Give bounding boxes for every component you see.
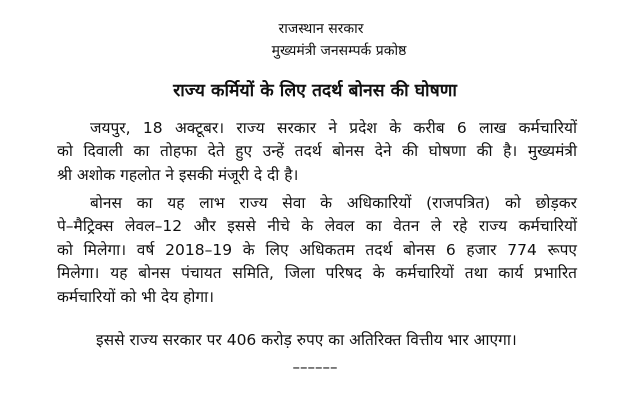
body-line: श्री अशोक गहलोत ने इसकी मंजूरी दे दी है। <box>57 166 299 184</box>
body-line: बोनस का यह लाभ राज्य सेवा के अधिकारियों (राजपत्रित) को छोड़कर <box>90 194 577 212</box>
office-name: मुख्यमंत्री जनसम्पर्क प्रकोष्ठ <box>271 43 407 59</box>
body-line: जयपुर, 18 अक्टूबर। राज्य सरकार ने प्रदेश के करीब 6 लाख कर्मचारियों <box>90 119 577 137</box>
body-line: को दिवाली का तोहफा देते हुए उन्हें तदर्थ बोनस देने की घोषणा की है। मुख्यमंत्री <box>57 142 577 160</box>
body-line: पे–मैट्रिक्स लेवल–12 और इससे नीचे के लेवल का वेतन ले रहे राज्य कर्मचारियों <box>57 217 577 235</box>
body-line: मिलेगा। यह बोनस पंचायत समिति, जिला परिषद के कर्मचारियों तथा कार्य प्रभारित <box>57 264 577 282</box>
department-name: राजस्थान सरकार <box>278 21 364 37</box>
body-line: को मिलेगा। वर्ष 2018–19 के लिए अधिकतम तदर्थ बोनस 6 हजार 774 रूपए <box>57 241 577 259</box>
body-line: इससे राज्य सरकार पर 406 करोड़ रुपए का अतिरिक्त वित्तीय भार आएगा। <box>96 331 517 349</box>
page-title: राज्य कर्मियों के लिए तदर्थ बोनस की घोषणा <box>173 81 457 101</box>
body-line: कर्मचारियों को भी देय होगा। <box>57 288 215 306</box>
end-mark: –––––– <box>292 358 338 376</box>
